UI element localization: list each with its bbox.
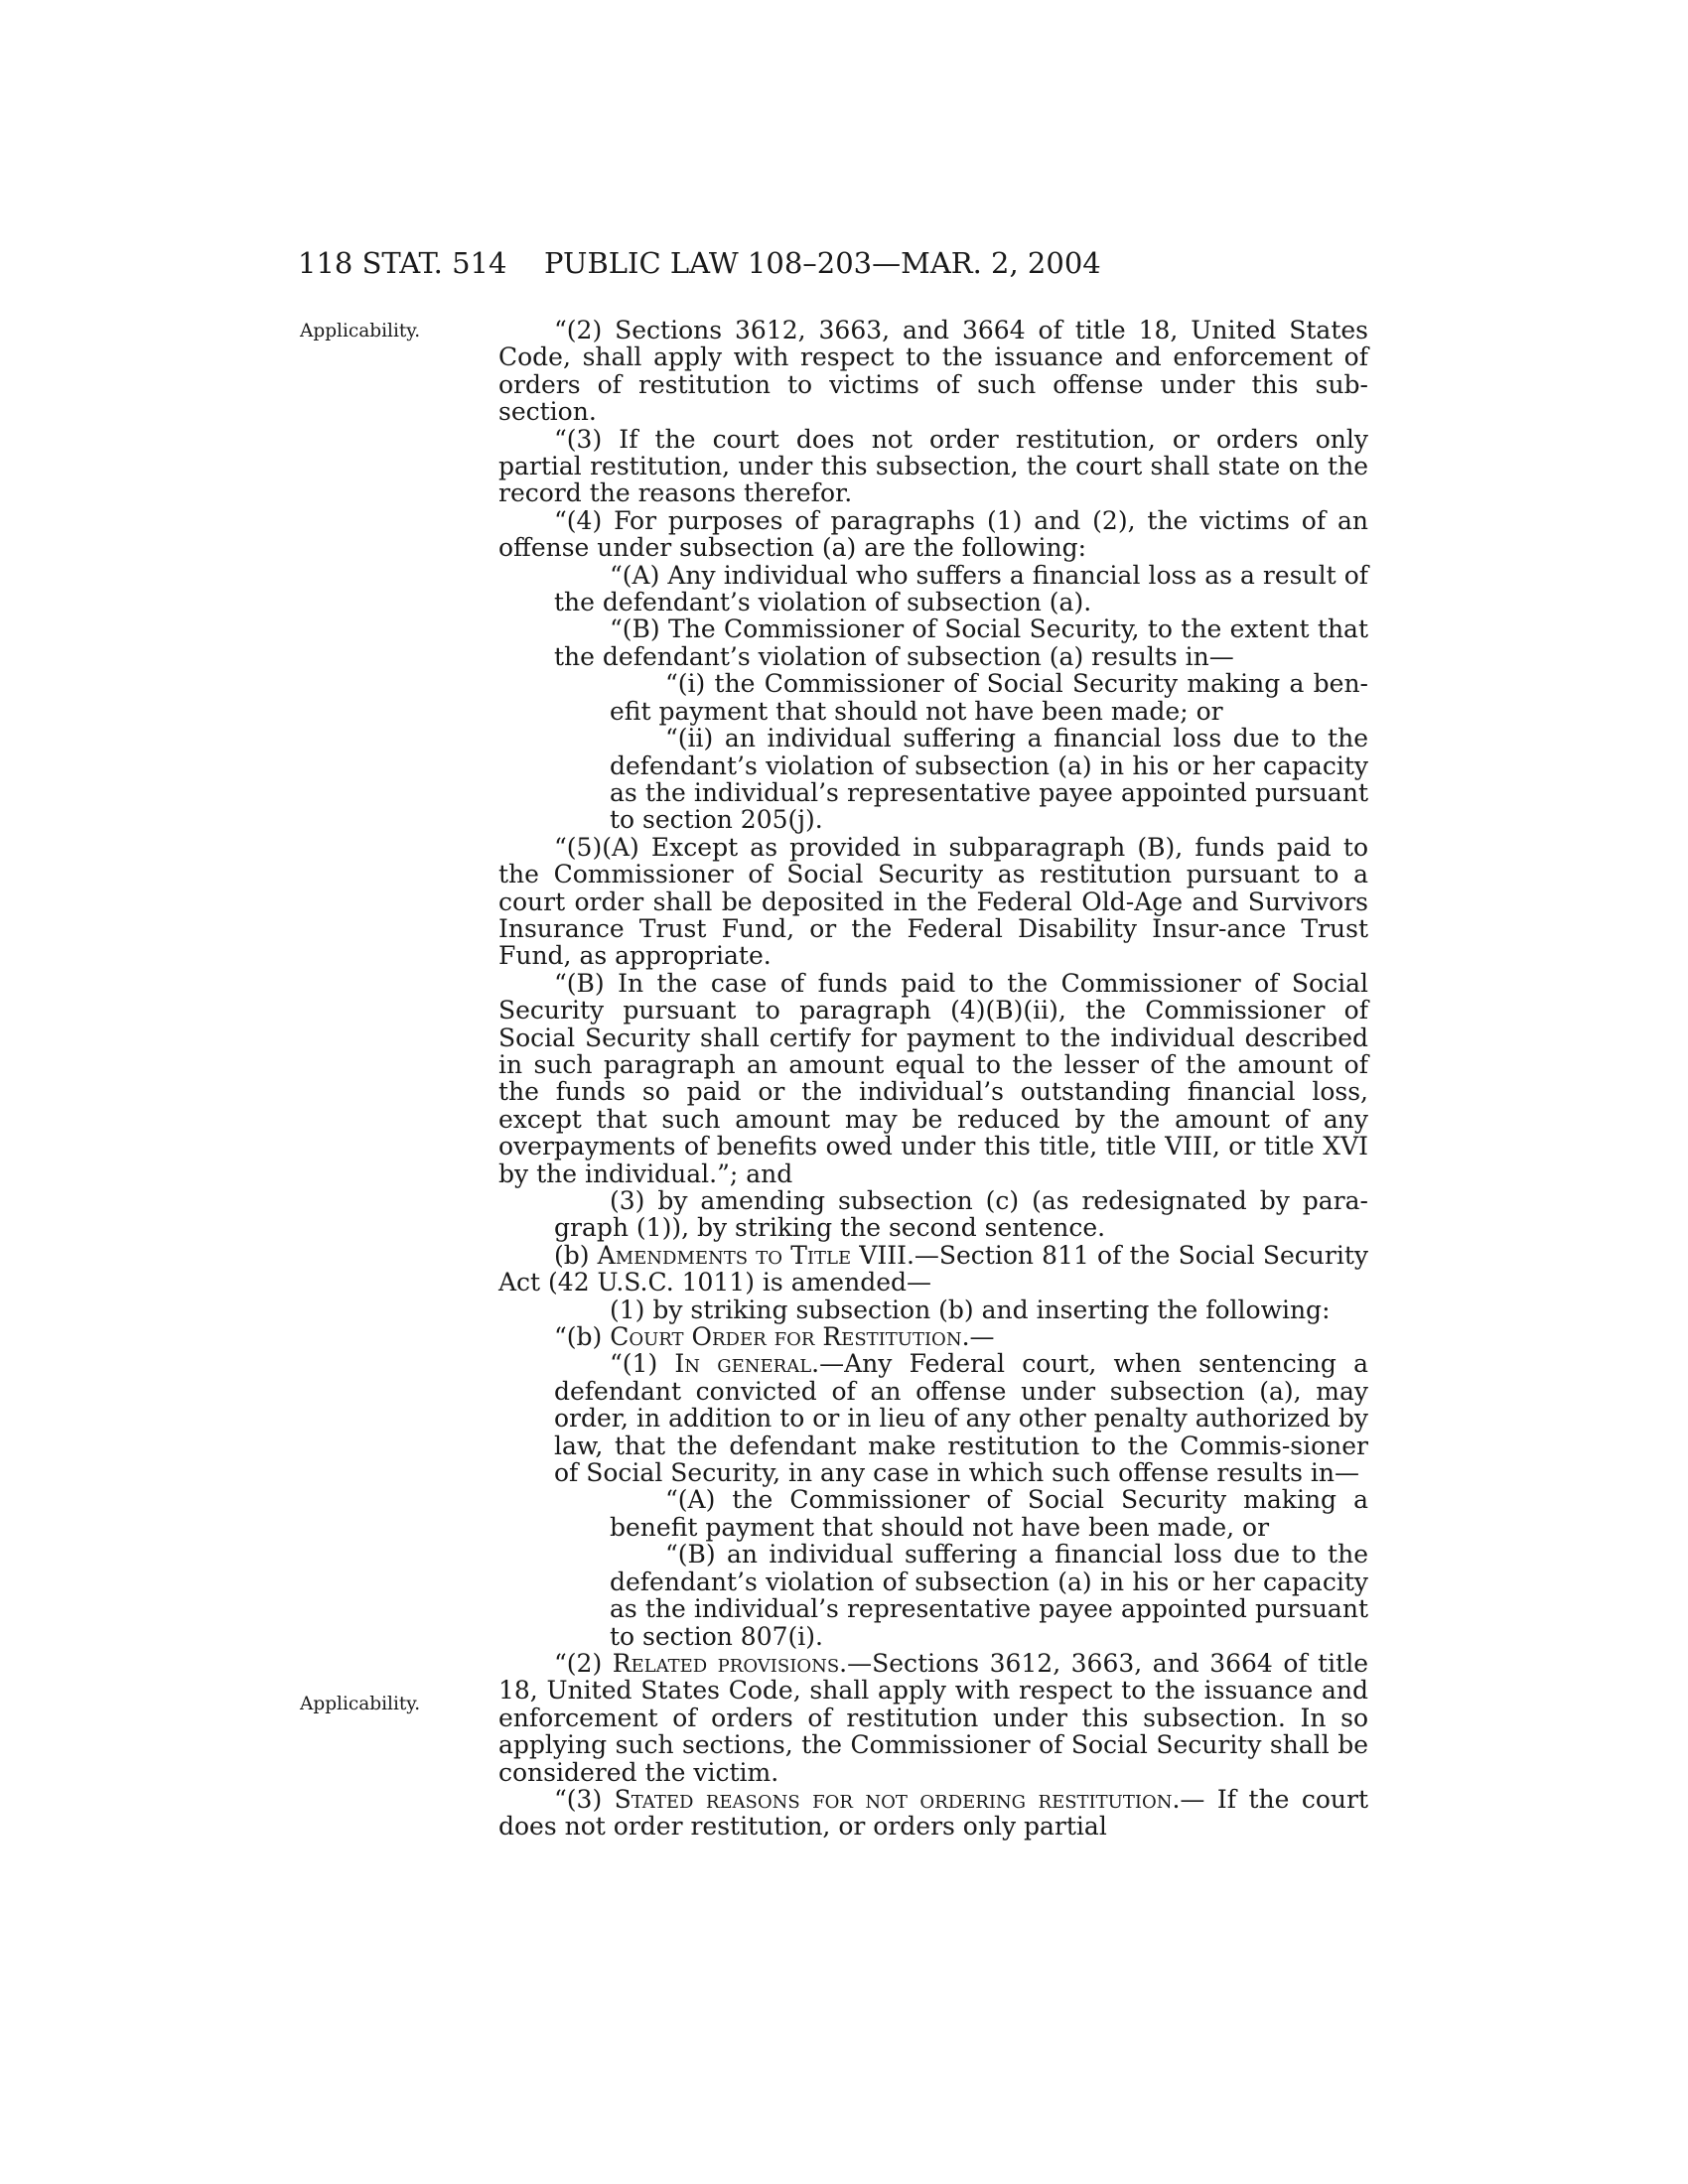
paragraph: “(1) In general.—Any Federal court, when sentencing a defendant convicted of an offense under subsection (a), may order, in addition to or in lieu of any other penalty authorized by law, that the defendant make restitution to the Commis-sioner of Social Security, in any case in which such offense results in— [554, 1349, 1369, 1488]
paragraph: “(3) If the court does not order restitution, or orders only partial restitution, under this subsection, the court shall state on the record the reasons therefor. [498, 424, 1368, 508]
margin-note-applicability: Applicability. [300, 321, 421, 341]
paragraph: “(A) the Commissioner of Social Security making a benefit payment that should not have been made, or [610, 1485, 1368, 1542]
paragraph: (b) Amendments to Title VIII.—Section 811 of the Social Security Act (42 U.S.C. 1011) is amended— [498, 1240, 1368, 1297]
paragraph: “(4) For purposes of paragraphs (1) and (2), the victims of an offense under subsection (a) are the following: [498, 505, 1368, 563]
section-heading: In general. [674, 1349, 820, 1379]
page-header [298, 246, 1370, 286]
paragraph: “(2) Sections 3612, 3663, and 3664 of title 18, United States Code, shall apply with respect to the issuance and enforcement of orders of restitution to victims of such offense under this sub-section. [498, 316, 1368, 427]
section-heading: Related provisions. [612, 1648, 848, 1678]
paragraph: “(B) In the case of funds paid to the Commissioner of Social Security pursuant to paragraph (4)(B)(ii), the Commissioner of Social Security shall certify for payment to the individual described in such paragraph an amount equal to the lesser of the amount of the funds so paid or the individual’s outstanding financial loss, except that such amount may be reduced by the amount of any overpayments of benefits owed under this title, title VIII, or title XVI by the individual.”; and [498, 968, 1368, 1188]
section-heading: Amendments to Title VIII. [597, 1240, 914, 1270]
paragraph: “(i) the Commissioner of Social Security making a ben-efit payment that should not have been made; or [610, 669, 1368, 726]
paragraph: “(5)(A) Except as provided in subparagraph (B), funds paid to the Commissioner of Social Security as restitution pursuant to a court order shall be deposited in the Federal Old-Age and Survivors Insurance Trust Fund, or the Federal Disability Insur-ance Trust Fund, as appropriate. [498, 832, 1368, 971]
paragraph: (3) by amending subsection (c) (as redesignated by para-graph (1)), by striking the second sentence. [554, 1186, 1368, 1243]
paragraph: (1) by striking subsection (b) and inserting the following: [610, 1295, 1331, 1324]
paragraph: “(2) Related provisions.—Sections 3612, 3663, and 3664 of title 18, United States Code, shall apply with respect to the issuance and enforcement of orders of restitution under this subsection. In so applying such sections, the Commissioner of Social Security shall be considered the victim. [498, 1648, 1368, 1787]
paragraph: “(B) The Commissioner of Social Security, to the extent that the defendant’s violation of subsection (a) results in— [554, 614, 1368, 671]
document-body [498, 317, 1368, 1841]
section-heading: Stated reasons for not ordering restitution. [614, 1784, 1181, 1814]
paragraph: “(b) Court Order for Restitution.— [554, 1322, 995, 1352]
statute-page-number: 118 STAT. 514 [298, 246, 507, 280]
paragraph: “(A) Any individual who suffers a financial loss as a result of the defendant’s violation of subsection (a). [554, 560, 1368, 617]
paragraph: “(ii) an individual suffering a financial loss due to the defendant’s violation of subsection (a) in his or her capacity as the individual’s representative payee appointed pursuant to section 205(j). [610, 724, 1368, 835]
paragraph: “(B) an individual suffering a financial loss due to the defendant’s violation of subsection (a) in his or her capacity as the individual’s representative payee appointed pursuant to section 807(i). [610, 1540, 1368, 1651]
page-title: PUBLIC LAW 108–203—MAR. 2, 2004 [544, 246, 1101, 280]
section-heading: Court Order for Restitution. [610, 1322, 970, 1352]
margin-note-applicability: Applicability. [300, 1694, 421, 1714]
paragraph: “(3) Stated reasons for not ordering restitution.— If the court does not order restitution, or orders only partial [498, 1784, 1368, 1842]
